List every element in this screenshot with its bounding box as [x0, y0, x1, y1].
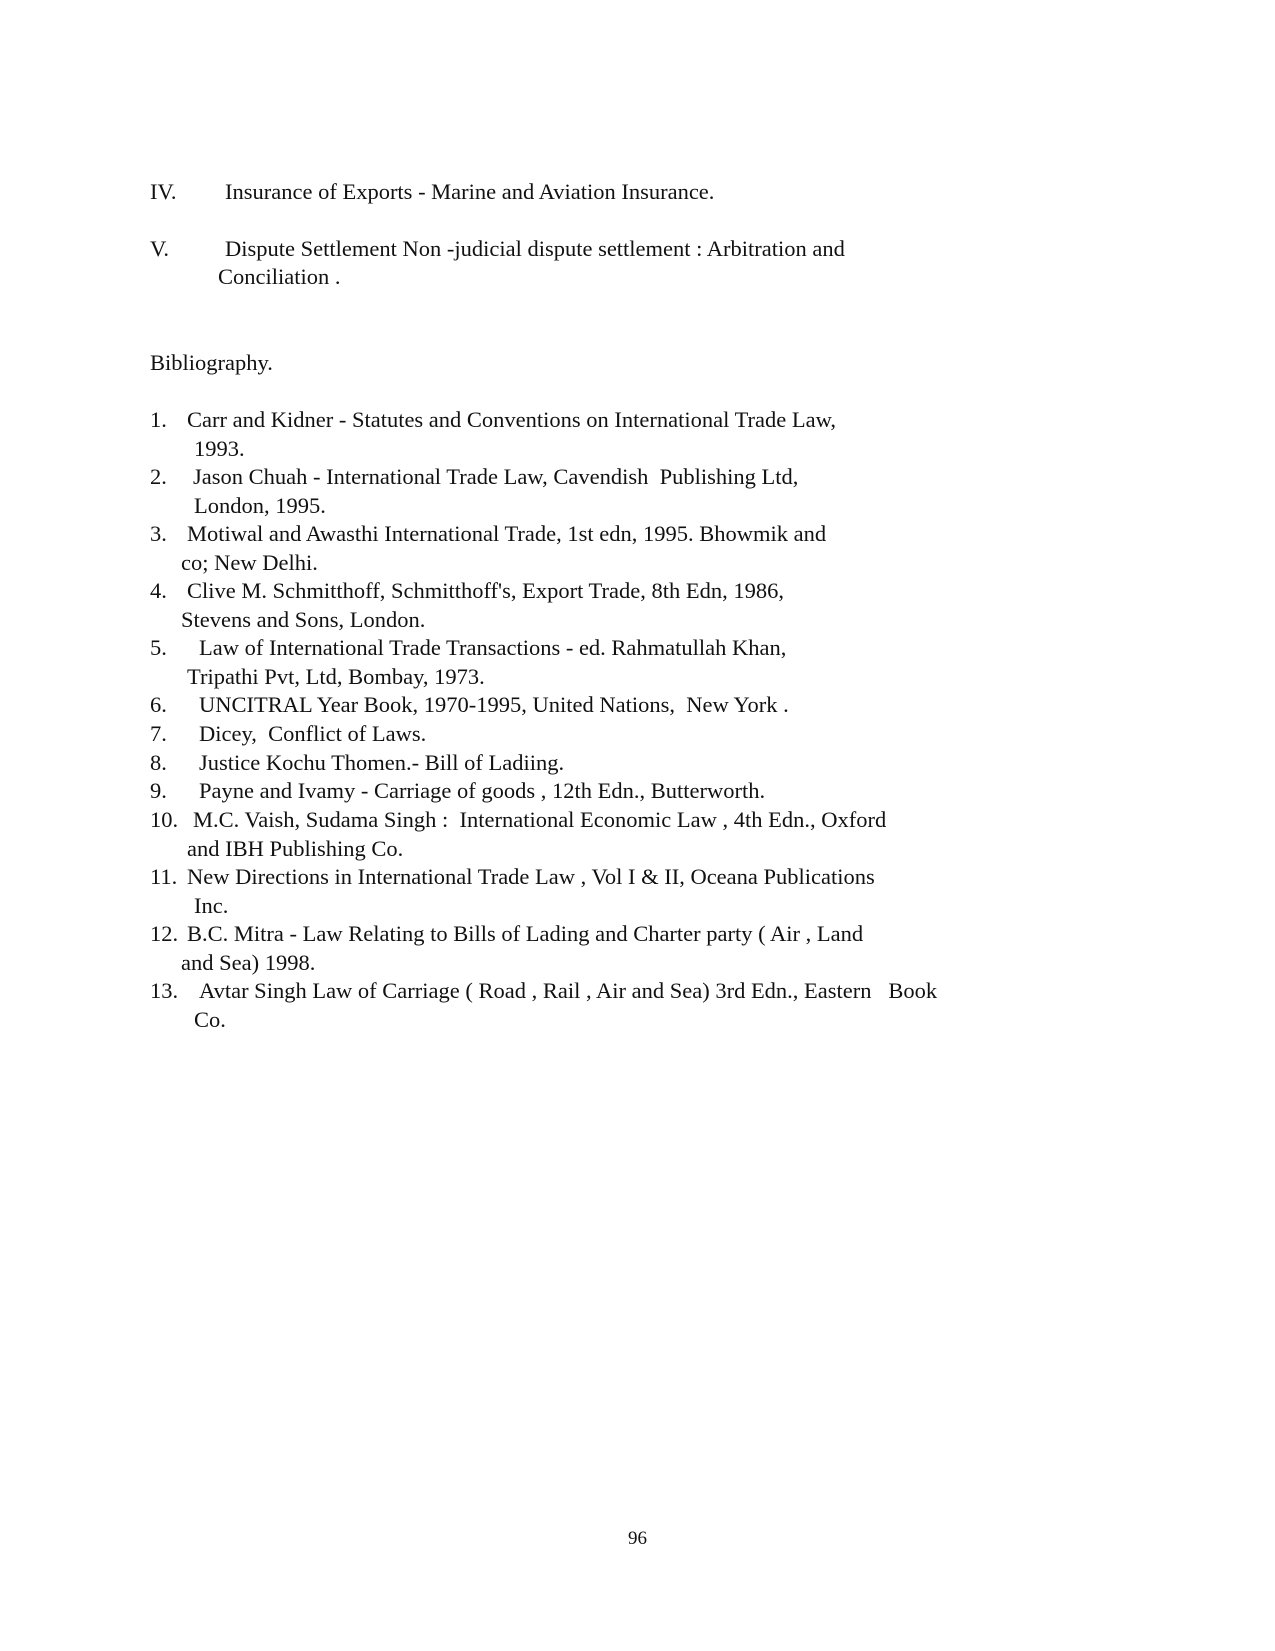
- unit-numeral: V.: [150, 236, 169, 261]
- bibliography-item-text: Jason Chuah - International Trade Law, Cavendish Publishing Ltd,: [193, 464, 799, 489]
- bibliography-item-number: 5.: [150, 635, 167, 660]
- bibliography-item-text: Justice Kochu Thomen.- Bill of Ladiing.: [199, 750, 565, 775]
- bibliography-item-text: Clive M. Schmitthoff, Schmitthoff's, Export Trade, 8th Edn, 1986,: [187, 578, 784, 603]
- bibliography-item-continuation: Tripathi Pvt, Ltd, Bombay, 1973.: [187, 664, 485, 689]
- bibliography-item-number: 8.: [150, 750, 167, 775]
- bibliography-item-number: 11.: [150, 864, 178, 889]
- bibliography-item-continuation: Inc.: [194, 893, 229, 918]
- bibliography-item-number: 13.: [150, 978, 179, 1003]
- bibliography-item-text: UNCITRAL Year Book, 1970-1995, United Nations, New York .: [199, 692, 789, 717]
- bibliography-heading: Bibliography.: [150, 350, 273, 375]
- bibliography-item-number: 12.: [150, 921, 179, 946]
- unit-text: Insurance of Exports - Marine and Aviation Insurance.: [225, 179, 715, 204]
- bibliography-item-text: B.C. Mitra - Law Relating to Bills of Lading and Charter party ( Air , Land: [187, 921, 864, 946]
- bibliography-item-number: 3.: [150, 521, 167, 546]
- bibliography-item-number: 4.: [150, 578, 167, 603]
- bibliography-item-number: 2.: [150, 464, 167, 489]
- bibliography-item-continuation: Co.: [194, 1007, 226, 1032]
- bibliography-item-continuation: London, 1995.: [194, 493, 326, 518]
- bibliography-item-continuation: co; New Delhi.: [181, 550, 318, 575]
- bibliography-item-continuation: 1993.: [194, 436, 245, 461]
- bibliography-item-continuation: Stevens and Sons, London.: [181, 607, 426, 632]
- bibliography-item-number: 1.: [150, 407, 167, 432]
- bibliography-item-number: 6.: [150, 692, 167, 717]
- bibliography-item-text: M.C. Vaish, Sudama Singh : International Economic Law , 4th Edn., Oxford: [193, 807, 887, 832]
- bibliography-item-text: New Directions in International Trade Law , Vol I & II, Oceana Publications: [187, 864, 875, 889]
- bibliography-item-text: Payne and Ivamy - Carriage of goods , 12th Edn., Butterworth.: [199, 778, 766, 803]
- page-number: 96: [628, 1528, 647, 1549]
- bibliography-item-text: Motiwal and Awasthi International Trade, 1st edn, 1995. Bhowmik and: [187, 521, 827, 546]
- bibliography-item-number: 9.: [150, 778, 167, 803]
- bibliography-item-text: Dicey, Conflict of Laws.: [199, 721, 427, 746]
- unit-text: Dispute Settlement Non -judicial dispute settlement : Arbitration and: [225, 236, 845, 261]
- bibliography-item-continuation: and IBH Publishing Co.: [187, 836, 404, 861]
- bibliography-item-text: Law of International Trade Transactions - ed. Rahmatullah Khan,: [199, 635, 787, 660]
- bibliography-item-continuation: and Sea) 1998.: [181, 950, 316, 975]
- bibliography-item-number: 10.: [150, 807, 179, 832]
- bibliography-item-text: Avtar Singh Law of Carriage ( Road , Rail , Air and Sea) 3rd Edn., Eastern Book: [199, 978, 938, 1003]
- bibliography-item-number: 7.: [150, 721, 167, 746]
- unit-numeral: IV.: [150, 179, 177, 204]
- bibliography-item-text: Carr and Kidner - Statutes and Conventions on International Trade Law,: [187, 407, 837, 432]
- unit-text-continuation: Conciliation .: [218, 264, 341, 289]
